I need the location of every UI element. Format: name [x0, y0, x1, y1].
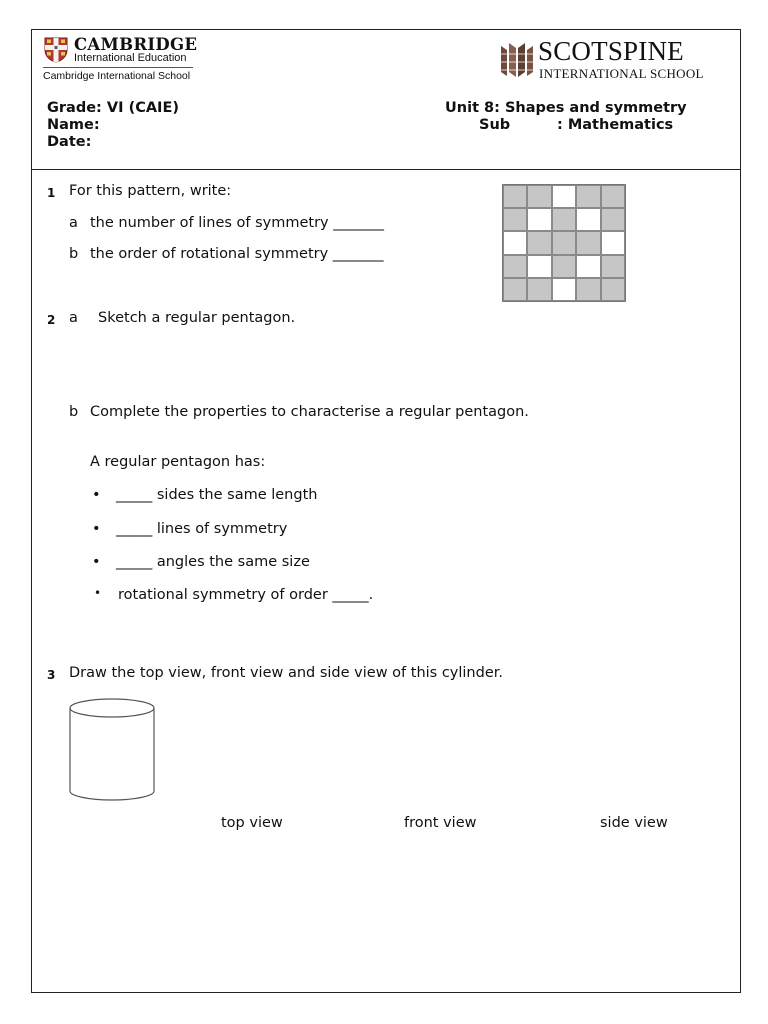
- subject-value: : Mathematics: [557, 117, 674, 133]
- date-label: Date:: [47, 134, 92, 150]
- pattern-cell-4-1: [527, 278, 551, 301]
- pattern-cell-2-4: [601, 231, 625, 254]
- pattern-cell-1-3: [576, 208, 600, 231]
- scotspine-book-icon: [499, 40, 535, 78]
- question-2b-label: b: [69, 404, 79, 420]
- pentagon-property-angles: _____ angles the same size: [116, 554, 310, 570]
- question-2a-text: Sketch a regular pentagon.: [98, 310, 296, 326]
- bullet-marker: •: [94, 586, 102, 600]
- pattern-cell-0-2: [552, 185, 576, 208]
- pattern-cell-1-2: [552, 208, 576, 231]
- pattern-cell-1-1: [527, 208, 551, 231]
- unit-title: Unit 8: Shapes and symmetry: [445, 100, 687, 116]
- question-1b-label: b: [69, 246, 79, 262]
- question-1b-text: the order of rotational symmetry _______: [90, 246, 384, 262]
- pattern-cell-0-3: [576, 185, 600, 208]
- pattern-cell-4-0: [503, 278, 527, 301]
- question-1-prompt: For this pattern, write:: [69, 183, 232, 199]
- pattern-cell-2-3: [576, 231, 600, 254]
- cambridge-title: CAMBRIDGE: [74, 35, 198, 54]
- pattern-cell-0-1: [527, 185, 551, 208]
- cambridge-divider: [43, 67, 193, 68]
- scotspine-subtitle: INTERNATIONAL SCHOOL: [539, 66, 704, 81]
- question-3-prompt: Draw the top view, front view and side view of this cylinder.: [69, 665, 503, 681]
- pattern-cell-2-2: [552, 231, 576, 254]
- front-view-label: front view: [404, 815, 477, 831]
- cambridge-school-name: Cambridge International School: [43, 70, 191, 82]
- pattern-cell-3-0: [503, 255, 527, 278]
- header-divider: [31, 169, 741, 170]
- top-view-label: top view: [221, 815, 283, 831]
- pattern-cell-4-2: [552, 278, 576, 301]
- cylinder-drawing: [68, 697, 156, 803]
- question-1-number: 1: [47, 186, 56, 200]
- symmetry-pattern-grid: [502, 184, 626, 302]
- pattern-cell-0-4: [601, 185, 625, 208]
- question-3-number: 3: [47, 668, 56, 682]
- pattern-cell-3-4: [601, 255, 625, 278]
- pentagon-properties-intro: A regular pentagon has:: [90, 454, 266, 470]
- pattern-cell-3-1: [527, 255, 551, 278]
- cambridge-subtitle: International Education: [74, 52, 187, 64]
- pattern-cell-1-4: [601, 208, 625, 231]
- pentagon-property-sides: _____ sides the same length: [116, 487, 318, 503]
- question-1a-text: the number of lines of symmetry _______: [90, 215, 385, 231]
- subject-label: Sub: [479, 117, 511, 133]
- bullet-marker: •: [92, 487, 101, 503]
- pentagon-property-lines: _____ lines of symmetry: [116, 521, 288, 537]
- page-border: [31, 29, 741, 993]
- pattern-cell-4-4: [601, 278, 625, 301]
- question-1a-label: a: [69, 215, 78, 231]
- pattern-cell-3-2: [552, 255, 576, 278]
- side-view-label: side view: [600, 815, 668, 831]
- pattern-cell-2-0: [503, 231, 527, 254]
- question-2-number: 2: [47, 313, 56, 327]
- pentagon-property-rotation: rotational symmetry of order _____.: [118, 587, 374, 603]
- pattern-cell-3-3: [576, 255, 600, 278]
- grade-label: Grade: VI (CAIE): [47, 100, 179, 116]
- question-2b-text: Complete the properties to characterise a regular pentagon.: [90, 404, 529, 420]
- question-2a-label: a: [69, 310, 78, 326]
- bullet-marker: •: [92, 554, 101, 570]
- pattern-cell-2-1: [527, 231, 551, 254]
- pattern-cell-4-3: [576, 278, 600, 301]
- pattern-cell-0-0: [503, 185, 527, 208]
- cambridge-shield-icon: [44, 37, 68, 63]
- pattern-cell-1-0: [503, 208, 527, 231]
- scotspine-title: SCOTSPINE: [538, 36, 684, 66]
- bullet-marker: •: [92, 521, 101, 537]
- name-label: Name:: [47, 117, 100, 133]
